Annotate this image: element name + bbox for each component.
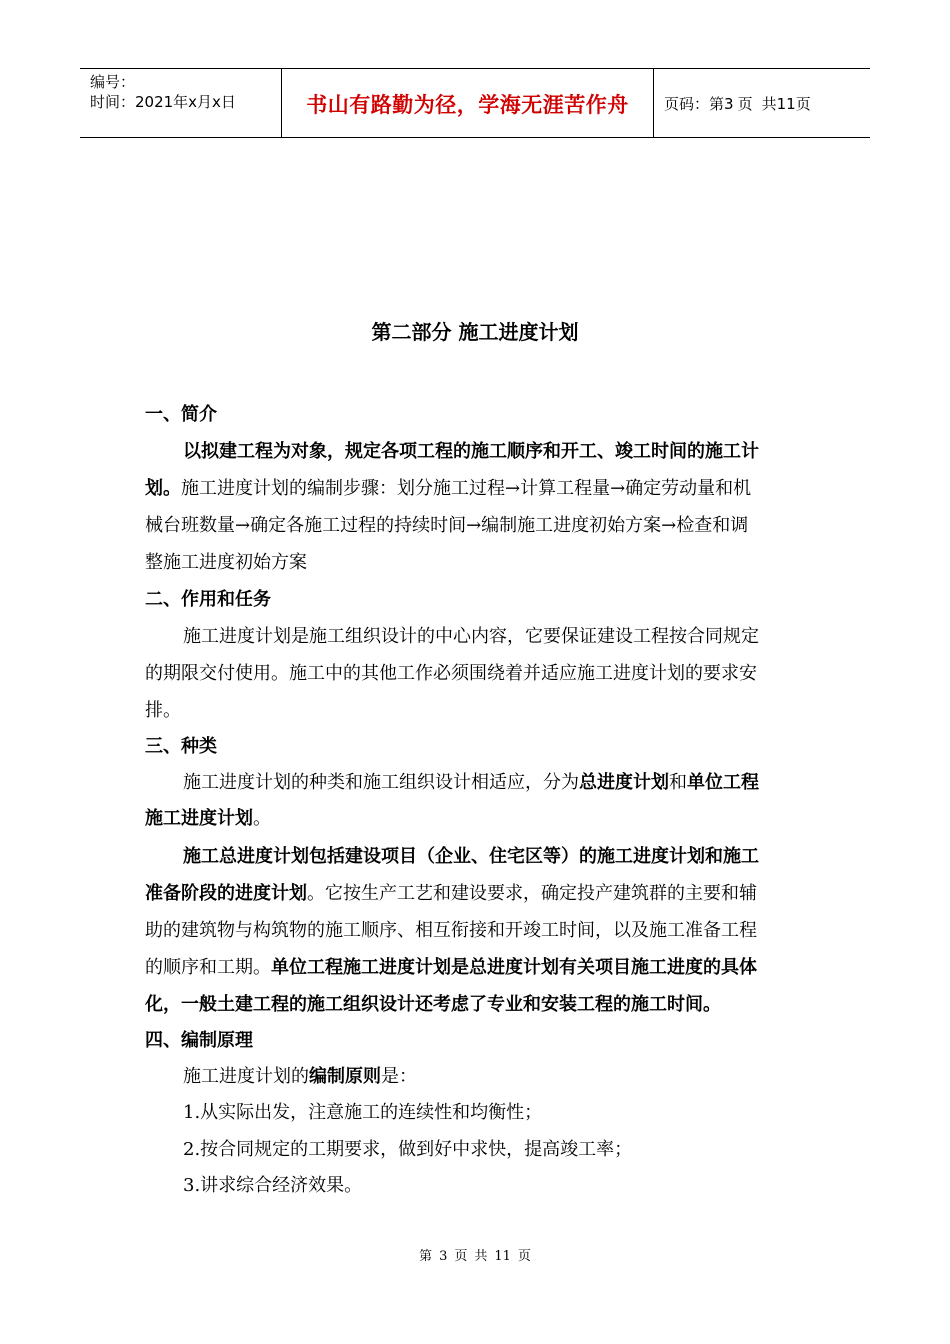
paragraph-text: 施工进度计划的种类和施工组织设计相适应，分为 [183,772,579,793]
paragraph-text: 和 [669,772,687,793]
paragraph-text: 。 [253,808,271,829]
page-current: 3 [724,95,734,113]
page-total-label: 共 [761,95,777,113]
footer-text: 共 [474,1249,488,1264]
header-page-cell [654,69,870,137]
bold-text: 化，一般土建工程的施工组织设计还考虑了专业和安装工程的施工时间。 [145,994,721,1015]
list-item: 2.按合同规定的工期要求，做到好中求快，提高竣工率； [183,1139,633,1160]
paragraph-line: 排。 [145,700,181,721]
bold-text: 准备阶段的进度计划 [145,883,307,904]
paragraph-line: 助的建筑物与构筑物的施工顺序、相互衔接和开竣工时间，以及施工准备工程 [145,920,757,941]
footer-text: 页 [454,1249,468,1264]
paragraph-text: 是： [381,1066,417,1087]
page-label: 页码：第 [664,95,725,113]
paragraph-line [183,768,759,798]
page-header [80,68,870,138]
paragraph-text: 施工进度计划的 [183,1066,309,1087]
paragraph-line: 的期限交付使用。施工中的其他工作必须围绕着并适应施工进度计划的要求安 [145,663,757,684]
bold-text: 以拟建工程为对象，规定各项工程的施工顺序和开工、竣工时间的施工计 [183,441,759,462]
bold-text: 单位工程施工进度计划是总进度计划有关项目施工进度的具体 [271,957,757,978]
paragraph-line [145,990,721,1020]
bold-text: 总进度计划 [579,772,669,793]
section-heading: 一、简介 [145,404,217,425]
paragraph-line [183,842,759,872]
paragraph-line [183,437,759,467]
footer-text: 页 [517,1249,531,1264]
paragraph-text: 施工进度计划的编制步骤：划分施工过程→计算工程量→确定劳动量和机 [181,478,752,499]
paragraph-line [145,879,757,909]
section-heading: 四、编制原理 [145,1030,253,1051]
page-total: 11 [776,95,796,113]
paragraph-text: 。它按生产工艺和建设要求，确定投产建筑群的主要和辅 [307,883,757,904]
page-footer [0,1245,950,1264]
number-label: 编号： [90,73,136,91]
footer-text: 第 [419,1249,433,1264]
motto: 书山有路勤为径，学海无涯苦作舟 [306,93,629,117]
footer-total: 11 [494,1249,511,1264]
section-heading: 二、作用和任务 [145,589,271,610]
paragraph-line [145,804,271,834]
list-item: 1.从实际出发，注意施工的连续性和均衡性； [183,1102,543,1123]
paragraph-line: 整施工进度初始方案 [145,552,307,573]
bold-text: 划。 [145,478,181,499]
paragraph-line: 械台班数量→确定各施工过程的持续时间→编制施工进度初始方案→检查和调 [145,515,749,536]
page-end: 页 [795,95,811,113]
header-motto-cell [281,69,654,137]
list-item: 3.讲求综合经济效果。 [183,1175,363,1196]
paragraph-line [145,953,757,983]
paragraph-text: 的顺序和工期。 [145,957,271,978]
header-meta-cell [80,69,281,137]
time-label: 时间：2021年x月x日 [90,93,236,111]
bold-text: 单位工程 [687,772,759,793]
bold-text: 施工进度计划 [145,808,253,829]
document-title: 第二部分 施工进度计划 [371,320,579,344]
bold-text: 施工总进度计划包括建设项目（企业、住宅区等）的施工进度计划和施工 [183,846,759,867]
page-mid: 页 [737,95,753,113]
paragraph-line: 施工进度计划是施工组织设计的中心内容，它要保证建设工程按合同规定 [183,626,759,647]
paragraph-line [183,1062,417,1092]
paragraph-line [145,474,751,504]
footer-page: 3 [439,1249,448,1264]
section-heading: 三、种类 [145,736,217,757]
bold-text: 编制原则 [309,1066,381,1087]
